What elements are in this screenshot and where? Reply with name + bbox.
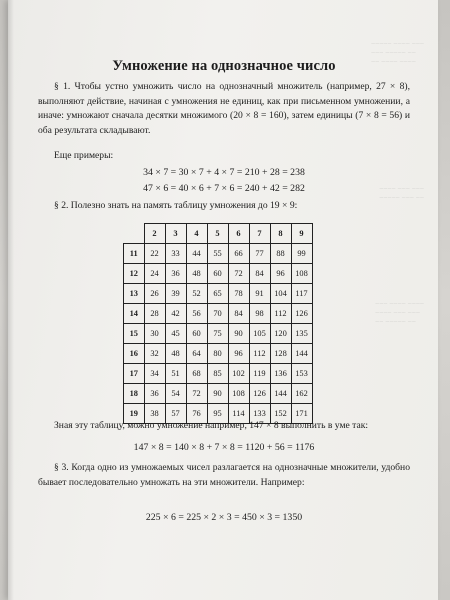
table-cell: 34 xyxy=(144,364,165,384)
example-formula-3: 147 × 8 = 140 × 8 + 7 × 8 = 1120 + 56 = 1176 xyxy=(133,442,315,453)
table-cell: 28 xyxy=(144,304,165,324)
table-corner-cell xyxy=(124,224,145,244)
table-cell: 48 xyxy=(165,344,186,364)
table-cell: 24 xyxy=(144,264,165,284)
table-cell: 98 xyxy=(249,304,270,324)
table-cell: 96 xyxy=(228,344,249,364)
table-row-header: 13 xyxy=(124,284,145,304)
table-cell: 36 xyxy=(165,264,186,284)
table-cell: 117 xyxy=(291,284,312,304)
table-row-header: 16 xyxy=(124,344,145,364)
table-cell: 114 xyxy=(228,404,249,424)
table-cell: 66 xyxy=(228,244,249,264)
page-title: Умножение на однозначное число xyxy=(112,58,336,74)
table-row xyxy=(124,284,313,304)
table-cell: 80 xyxy=(207,344,228,364)
section-3-paragraph xyxy=(38,461,410,490)
table-row-header: 17 xyxy=(124,364,145,384)
table-cell: 76 xyxy=(186,404,207,424)
table-cell: 45 xyxy=(165,324,186,344)
table-cell: 38 xyxy=(144,404,165,424)
table-row xyxy=(124,264,313,284)
table-cell: 30 xyxy=(144,324,165,344)
table-column-header: 8 xyxy=(270,224,291,244)
table-row xyxy=(124,304,313,324)
table-cell: 65 xyxy=(207,284,228,304)
table-cell: 42 xyxy=(165,304,186,324)
table-cell: 99 xyxy=(291,244,312,264)
table-cell: 90 xyxy=(228,324,249,344)
table-row-header: 11 xyxy=(124,244,145,264)
table-cell: 152 xyxy=(270,404,291,424)
table-cell: 153 xyxy=(291,364,312,384)
table-cell: 26 xyxy=(144,284,165,304)
table-cell: 85 xyxy=(207,364,228,384)
table-cell: 171 xyxy=(291,404,312,424)
table-cell: 51 xyxy=(165,364,186,384)
table-column-header: 5 xyxy=(207,224,228,244)
table-row xyxy=(124,244,313,264)
table-row-header: 12 xyxy=(124,264,145,284)
table-cell: 54 xyxy=(165,384,186,404)
table-cell: 119 xyxy=(249,364,270,384)
table-row xyxy=(124,384,313,404)
table-cell: 55 xyxy=(207,244,228,264)
table-cell: 57 xyxy=(165,404,186,424)
section-1-text: § 1. Чтобы устно умножить число на однозначный множитель (например, 27 × 8), выполняют действие, начиная с умножения не единиц, как при письменном умножении, а иначе: умножают сначала десятки множимого (20 × 8 = 160), затем единицы (7 × 8 = 56) и оба результата складывают. xyxy=(38,81,410,136)
table-cell: 105 xyxy=(249,324,270,344)
table-cell: 64 xyxy=(186,344,207,364)
table-cell: 91 xyxy=(249,284,270,304)
table-row-header: 18 xyxy=(124,384,145,404)
table-cell: 95 xyxy=(207,404,228,424)
table-cell: 120 xyxy=(270,324,291,344)
table-cell: 70 xyxy=(207,304,228,324)
book-page xyxy=(8,0,438,600)
table-cell: 102 xyxy=(228,364,249,384)
table-row-header: 19 xyxy=(124,404,145,424)
table-cell: 33 xyxy=(165,244,186,264)
table-cell: 88 xyxy=(270,244,291,264)
table-cell: 75 xyxy=(207,324,228,344)
table-cell: 78 xyxy=(228,284,249,304)
section-3-text: § 3. Когда одно из умножаемых чисел разлагается на однозначные множители, удобно бывает последовательно умножать на эти множители. Например: xyxy=(38,462,410,488)
table-header-row xyxy=(124,224,313,244)
section-1-paragraph xyxy=(38,80,410,138)
table-cell: 60 xyxy=(186,324,207,344)
table-cell: 72 xyxy=(228,264,249,284)
show-through-text: ~~~ ~~~~ ~~~~ ~~~~ ~~~ ~~~ ~~ ~~~~~ ~~ xyxy=(375,301,424,326)
table-cell: 84 xyxy=(228,304,249,324)
table-row-header: 14 xyxy=(124,304,145,324)
page-binding-shadow xyxy=(8,0,14,600)
table-cell: 77 xyxy=(249,244,270,264)
table-row-header: 15 xyxy=(124,324,145,344)
table-column-header: 7 xyxy=(249,224,270,244)
table-row xyxy=(124,344,313,364)
table-cell: 90 xyxy=(207,384,228,404)
table-cell: 112 xyxy=(270,304,291,324)
section-2-after-text: Зная эту таблицу, можно умножение например, 147 × 8 выполнить в уме так: xyxy=(54,420,369,431)
table-cell: 104 xyxy=(270,284,291,304)
table-cell: 112 xyxy=(249,344,270,364)
table-cell: 22 xyxy=(144,244,165,264)
table-cell: 60 xyxy=(207,264,228,284)
table-cell: 68 xyxy=(186,364,207,384)
table-cell: 135 xyxy=(291,324,312,344)
table-cell: 36 xyxy=(144,384,165,404)
show-through-text: ~~~~~ ~~~~ ~~~ ~~~ ~~~~~ ~~ ~~ ~~~~ ~~~~ xyxy=(371,41,424,66)
multiplication-table xyxy=(123,223,313,424)
show-through-text: ~~~~ ~~~ ~~~ ~~~~~ ~~~ ~~ xyxy=(379,186,424,202)
table-cell: 126 xyxy=(249,384,270,404)
table-cell: 144 xyxy=(291,344,312,364)
table-column-header: 9 xyxy=(291,224,312,244)
table-column-header: 3 xyxy=(165,224,186,244)
table-cell: 108 xyxy=(228,384,249,404)
table-row xyxy=(124,364,313,384)
table-cell: 84 xyxy=(249,264,270,284)
table-cell: 144 xyxy=(270,384,291,404)
table-cell: 96 xyxy=(270,264,291,284)
table-cell: 72 xyxy=(186,384,207,404)
table-row xyxy=(124,324,313,344)
section-2-paragraph: § 2. Полезно знать на память таблицу умножения до 19 × 9: xyxy=(54,200,298,211)
table-cell: 108 xyxy=(291,264,312,284)
table-column-header: 2 xyxy=(144,224,165,244)
table-column-header: 6 xyxy=(228,224,249,244)
table-cell: 39 xyxy=(165,284,186,304)
table-column-header: 4 xyxy=(186,224,207,244)
table-cell: 126 xyxy=(291,304,312,324)
table-cell: 162 xyxy=(291,384,312,404)
table-cell: 48 xyxy=(186,264,207,284)
table-cell: 44 xyxy=(186,244,207,264)
example-formula-2: 47 × 6 = 40 × 6 + 7 × 6 = 240 + 42 = 282 xyxy=(143,183,305,194)
table-cell: 133 xyxy=(249,404,270,424)
table-cell: 32 xyxy=(144,344,165,364)
more-examples-label: Еще примеры: xyxy=(54,150,114,161)
table-cell: 56 xyxy=(186,304,207,324)
table-cell: 136 xyxy=(270,364,291,384)
table-cell: 128 xyxy=(270,344,291,364)
example-formula-1: 34 × 7 = 30 × 7 + 4 × 7 = 210 + 28 = 238 xyxy=(143,167,305,178)
table-cell: 52 xyxy=(186,284,207,304)
example-formula-4: 225 × 6 = 225 × 2 × 3 = 450 × 3 = 1350 xyxy=(145,512,303,523)
